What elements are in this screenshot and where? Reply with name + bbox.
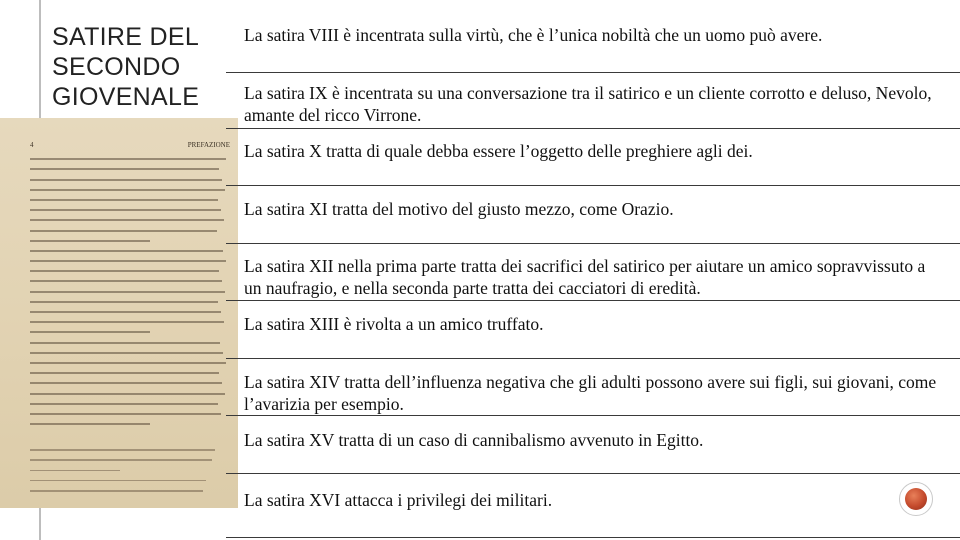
list-item: [226, 186, 960, 244]
list-item: [226, 0, 960, 73]
scan-text-line: [30, 226, 230, 236]
scan-text-line: [30, 287, 230, 297]
list-item: [226, 244, 960, 301]
scan-text-line: [30, 246, 230, 256]
scan-text-line: [30, 399, 230, 409]
scan-text-line: [30, 358, 230, 368]
scan-text-line: [30, 297, 230, 307]
book-page-number: 4: [30, 141, 34, 149]
scan-text-line: [30, 215, 230, 225]
scan-text-line: [30, 389, 230, 399]
scan-text-line: [30, 348, 230, 358]
scan-text-line: [30, 195, 230, 205]
list-item: [226, 73, 960, 129]
scan-text-line: [30, 307, 230, 317]
book-page-scan-image: [0, 118, 238, 508]
list-item-text: La satira IX è incentrata su una conversazione tra il satirico e un cliente corrotto e deluso, Nevolo, amante del ricco Virrone.: [244, 83, 932, 125]
scan-text-line: [30, 164, 230, 174]
scan-text-line: [30, 409, 230, 419]
scan-text-line: [30, 236, 230, 246]
scan-text-line: [30, 276, 230, 286]
list-item-text: La satira XII nella prima parte tratta dei sacrifici del satirico per aiutare un amico sopravvissuto a un naufragio, e nella seconda parte tratta dei cacciatori di eredità.: [244, 256, 926, 298]
list-item-text: La satira XV tratta di un caso di cannibalismo avvenuto in Egitto.: [244, 430, 704, 450]
scan-text-line: [30, 338, 230, 348]
list-item: [226, 474, 960, 538]
list-item-text: La satira X tratta di quale debba essere l’oggetto delle preghiere agli dei.: [244, 141, 753, 161]
list-item-text: La satira VIII è incentrata sulla virtù, che è l’unica nobiltà che un uomo può avere.: [244, 25, 823, 45]
list-item-text: La satira XIV tratta dell’influenza negativa che gli adulti possono avere sui figli, sui giovani, come l’avarizia per esempio.: [244, 372, 937, 414]
scan-text-line: [30, 175, 230, 185]
book-page-header: [30, 140, 230, 150]
slide-badge-icon: [899, 482, 933, 516]
scan-text-line: [30, 185, 230, 195]
scan-footnote-line: [30, 476, 230, 486]
scan-footnote-line: [30, 445, 230, 455]
list-item-text: La satira XIII è rivolta a un amico truffato.: [244, 314, 544, 334]
scan-text-line: [30, 266, 230, 276]
scan-text-line: [30, 154, 230, 164]
list-item-text: La satira XVI attacca i privilegi dei militari.: [244, 490, 553, 510]
book-page-text: [30, 140, 230, 492]
book-page-lines: [30, 154, 230, 492]
scan-text-line: [30, 205, 230, 215]
scan-text-line: [30, 378, 230, 388]
scan-text-line: [30, 327, 230, 337]
scan-text-line: [30, 256, 230, 266]
scan-text-line: [30, 317, 230, 327]
book-page-running-title: PREFAZIONE: [187, 141, 230, 149]
scan-footnote-line: [30, 466, 230, 476]
scan-text-line: [30, 419, 230, 429]
badge-emblem: [905, 488, 927, 510]
scan-text-line: [30, 368, 230, 378]
list-item-text: La satira XI tratta del motivo del giusto mezzo, come Orazio.: [244, 199, 674, 219]
list-item: [226, 301, 960, 359]
list-item: [226, 416, 960, 474]
slide-title: SATIRE DEL SECONDO GIOVENALE: [52, 23, 200, 111]
scan-footnote-line: [30, 455, 230, 465]
list-item: [226, 129, 960, 186]
scan-footnote-line: [30, 486, 230, 492]
list-item: [226, 359, 960, 416]
